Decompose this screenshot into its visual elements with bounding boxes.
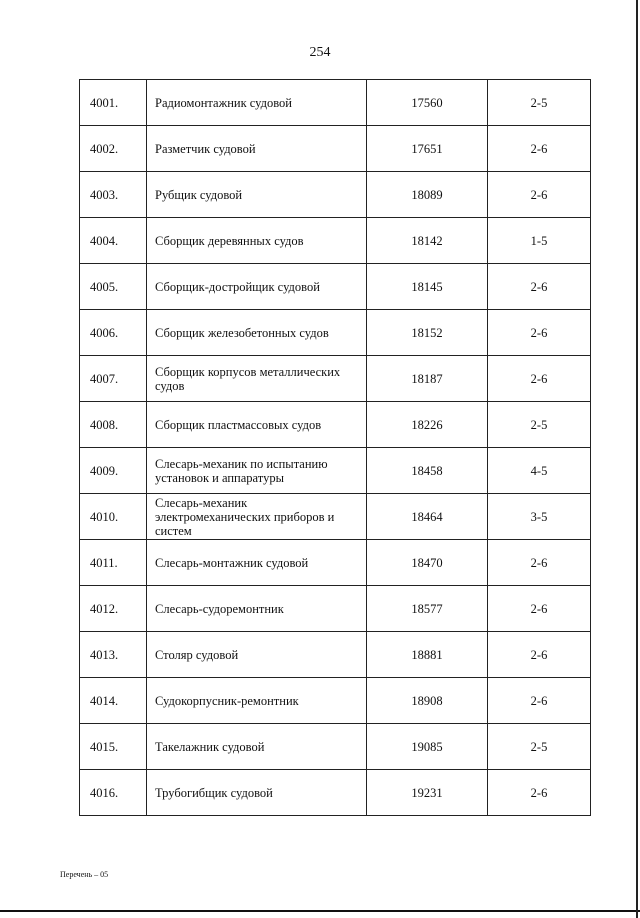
grade-range: 2-6: [488, 126, 591, 172]
occupation-name: Судокорпусник-ремонтник: [147, 678, 367, 724]
row-number: 4010.: [80, 494, 147, 540]
table-row: [80, 678, 591, 724]
table-row: [80, 724, 591, 770]
occupation-code: 18145: [367, 264, 488, 310]
grade-range: 4-5: [488, 448, 591, 494]
grade-range: 2-5: [488, 724, 591, 770]
row-number: 4009.: [80, 448, 147, 494]
occupation-code: 18226: [367, 402, 488, 448]
grade-range: 2-5: [488, 80, 591, 126]
row-number: 4005.: [80, 264, 147, 310]
occupation-name: Такелажник судовой: [147, 724, 367, 770]
table-row: [80, 494, 591, 540]
occupation-code: 17560: [367, 80, 488, 126]
occupation-code: 18089: [367, 172, 488, 218]
occupation-code: 18577: [367, 586, 488, 632]
table-row: [80, 264, 591, 310]
occupation-name: Сборщик корпусов металлических судов: [147, 356, 367, 402]
grade-range: 2-6: [488, 172, 591, 218]
row-number: 4002.: [80, 126, 147, 172]
occupation-name: Сборщик деревянных судов: [147, 218, 367, 264]
occupation-code: 18908: [367, 678, 488, 724]
footer-label: Перечень – 05: [60, 870, 109, 879]
row-number: 4006.: [80, 310, 147, 356]
grade-range: 2-6: [488, 356, 591, 402]
row-number: 4001.: [80, 80, 147, 126]
scan-right-edge: [636, 0, 638, 918]
scan-bottom-edge: [0, 910, 640, 912]
occupation-code: 17651: [367, 126, 488, 172]
occupation-name: Сборщик железобетонных судов: [147, 310, 367, 356]
occupations-table-body: [80, 80, 591, 816]
table-row: [80, 448, 591, 494]
occupation-name: Слесарь-судоремонтник: [147, 586, 367, 632]
table-row: [80, 80, 591, 126]
table-row: [80, 172, 591, 218]
table-row: [80, 540, 591, 586]
row-number: 4014.: [80, 678, 147, 724]
row-number: 4008.: [80, 402, 147, 448]
occupation-name: Слесарь-механик по испытанию установок и аппаратуры: [147, 448, 367, 494]
grade-range: 2-5: [488, 402, 591, 448]
row-number: 4011.: [80, 540, 147, 586]
table-row: [80, 218, 591, 264]
table-row: [80, 632, 591, 678]
occupation-code: 18458: [367, 448, 488, 494]
grade-range: 2-6: [488, 264, 591, 310]
occupation-name: Слесарь-механик электромеханических приборов и систем: [147, 494, 367, 540]
occupation-code: 18142: [367, 218, 488, 264]
table-row: [80, 770, 591, 816]
occupation-code: 18470: [367, 540, 488, 586]
occupation-code: 18881: [367, 632, 488, 678]
occupation-name: Рубщик судовой: [147, 172, 367, 218]
occupation-name: Трубогибщик судовой: [147, 770, 367, 816]
occupations-table: [79, 79, 591, 816]
table-row: [80, 586, 591, 632]
table-row: [80, 356, 591, 402]
occupation-name: Столяр судовой: [147, 632, 367, 678]
grade-range: 2-6: [488, 632, 591, 678]
occupation-code: 19231: [367, 770, 488, 816]
occupation-code: 18187: [367, 356, 488, 402]
occupation-name: Слесарь-монтажник судовой: [147, 540, 367, 586]
grade-range: 2-6: [488, 310, 591, 356]
table-row: [80, 310, 591, 356]
row-number: 4003.: [80, 172, 147, 218]
grade-range: 2-6: [488, 540, 591, 586]
occupation-name: Сборщик пластмассовых судов: [147, 402, 367, 448]
table-row: [80, 126, 591, 172]
row-number: 4016.: [80, 770, 147, 816]
occupation-name: Радиомонтажник судовой: [147, 80, 367, 126]
page-number: 254: [309, 45, 331, 60]
grade-range: 2-6: [488, 770, 591, 816]
occupation-code: 18464: [367, 494, 488, 540]
occupation-code: 19085: [367, 724, 488, 770]
occupation-name: Сборщик-достройщик судовой: [147, 264, 367, 310]
row-number: 4012.: [80, 586, 147, 632]
row-number: 4007.: [80, 356, 147, 402]
grade-range: 2-6: [488, 586, 591, 632]
row-number: 4015.: [80, 724, 147, 770]
row-number: 4013.: [80, 632, 147, 678]
row-number: 4004.: [80, 218, 147, 264]
occupation-code: 18152: [367, 310, 488, 356]
grade-range: 3-5: [488, 494, 591, 540]
grade-range: 2-6: [488, 678, 591, 724]
grade-range: 1-5: [488, 218, 591, 264]
table-row: [80, 402, 591, 448]
occupation-name: Разметчик судовой: [147, 126, 367, 172]
